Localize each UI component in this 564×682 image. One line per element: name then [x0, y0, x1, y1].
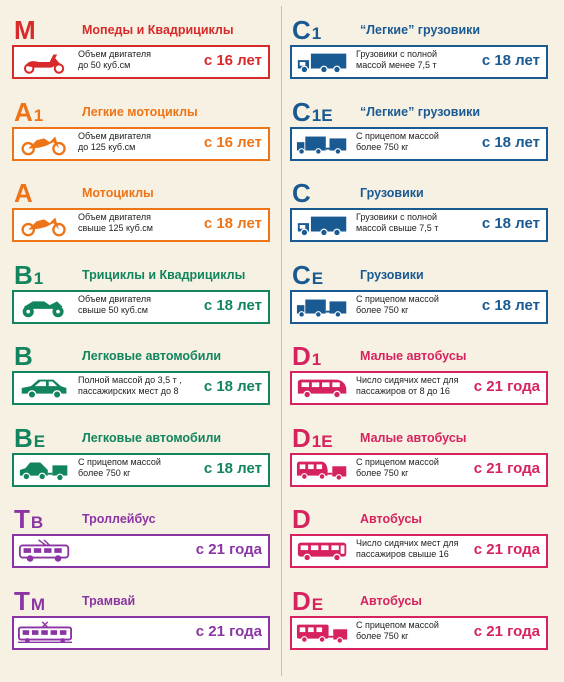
category-description: Объем двигателя свыше 50 куб.см: [78, 293, 151, 315]
min-age: с 21 года: [473, 459, 540, 477]
min-age: с 18 лет: [203, 296, 262, 314]
category-card-c1: [290, 16, 548, 82]
motorcycle-icon: [18, 213, 72, 237]
category-card-c: [290, 179, 548, 245]
bus-trailer-icon: [296, 621, 350, 645]
category-letter: TB: [14, 504, 44, 534]
min-age: с 18 лет: [481, 296, 540, 314]
category-card-c1e: [290, 98, 548, 164]
category-title: Легковые автомобили: [82, 349, 222, 363]
min-age: с 21 года: [473, 541, 540, 558]
category-box: [290, 292, 548, 324]
category-letter: D1E: [292, 422, 333, 453]
category-title: Автобусы: [360, 512, 422, 526]
category-card-b: [12, 342, 270, 408]
category-box: [12, 618, 270, 650]
category-card-tm: [12, 587, 270, 653]
category-description: С прицепом массой более 750 кг: [356, 130, 439, 152]
bus-icon: [296, 539, 350, 563]
quad-bike-icon: [18, 295, 72, 319]
min-age: с 16 лет: [203, 133, 262, 151]
car-trailer-icon: [18, 458, 72, 482]
min-age: с 18 лет: [203, 459, 262, 477]
category-description: С прицепом массой более 750 кг: [356, 293, 439, 315]
car-icon: [18, 376, 72, 400]
category-card-b1: [12, 261, 270, 327]
category-box: [12, 455, 270, 487]
category-card-a1: [12, 98, 270, 164]
category-title: Грузовики: [360, 267, 424, 282]
category-card-de: [290, 587, 548, 653]
category-letter: A1: [14, 96, 44, 127]
category-box: [12, 210, 270, 242]
minibus-trailer-icon: [296, 458, 350, 482]
min-age: с 18 лет: [481, 52, 540, 69]
category-box: [290, 47, 548, 79]
category-title: Малые автобусы: [360, 349, 467, 363]
category-description: Объем двигателя до 50 куб.см: [78, 49, 151, 70]
min-age: с 21 года: [473, 622, 540, 640]
category-description: С прицепом массой более 750 кг: [356, 619, 439, 641]
tram-icon: [18, 621, 72, 645]
min-age: с 21 года: [195, 622, 262, 640]
category-title: Автобусы: [360, 593, 422, 608]
category-box: [290, 373, 548, 405]
category-box: [12, 292, 270, 324]
trolleybus-icon: [18, 539, 72, 563]
category-description: Объем двигателя до 125 куб.см: [78, 130, 151, 152]
category-description: Полной массой до 3,5 т , пассажирских мест до 8: [78, 375, 182, 396]
truck-icon: [296, 50, 350, 74]
category-title: Трициклы и Квадрициклы: [82, 267, 246, 282]
min-age: с 18 лет: [203, 215, 262, 232]
category-title: Легкие мотоциклы: [82, 104, 198, 119]
category-letter: B: [14, 341, 33, 371]
category-letter: C: [292, 178, 311, 208]
category-box: [12, 536, 270, 568]
category-card-a: [12, 179, 270, 245]
category-card-m: [12, 16, 270, 82]
category-letter: DE: [292, 585, 324, 616]
min-age: с 18 лет: [203, 378, 262, 395]
category-letter: C1E: [292, 96, 333, 127]
category-letter: M: [14, 15, 36, 45]
scooter-icon: [18, 50, 72, 74]
category-card-be: [12, 424, 270, 490]
category-description: Грузовики с полной массой свыше 7,5 т: [356, 212, 439, 233]
category-title: Трамвай: [82, 593, 136, 608]
category-title: Малые автобусы: [360, 430, 467, 445]
category-title: Мотоциклы: [82, 186, 154, 200]
category-description: Грузовики с полной массой менее 7,5 т: [356, 49, 438, 70]
category-box: [290, 210, 548, 242]
category-box: [12, 129, 270, 161]
motorcycle-icon: [18, 132, 72, 156]
min-age: с 21 года: [195, 541, 262, 558]
category-box: [12, 373, 270, 405]
category-card-d1: [290, 342, 548, 408]
min-age: с 16 лет: [203, 52, 262, 69]
category-letter: B1: [14, 259, 44, 290]
category-description: С прицепом массой более 750 кг: [78, 456, 161, 478]
category-description: Число сидячих мест для пассажиров свыше 16: [356, 538, 459, 559]
min-age: с 18 лет: [481, 215, 540, 232]
column-divider: [281, 6, 282, 676]
category-title: Троллейбус: [82, 512, 156, 526]
category-description: Число сидячих мест для пассажиров от 8 до 16: [356, 375, 459, 396]
category-box: [290, 455, 548, 487]
category-card-d1e: [290, 424, 548, 490]
category-letter: D: [292, 504, 311, 534]
category-letter: TM: [14, 585, 46, 616]
category-letter: C1: [292, 15, 322, 45]
category-title: Грузовики: [360, 186, 424, 200]
category-box: [290, 536, 548, 568]
category-card-d: [290, 505, 548, 571]
category-box: [290, 618, 548, 650]
category-letter: CE: [292, 259, 324, 290]
truck-trailer-icon: [296, 132, 350, 156]
min-age: с 18 лет: [481, 133, 540, 151]
category-box: [290, 129, 548, 161]
category-card-ce: [290, 261, 548, 327]
category-card-tb: [12, 505, 270, 571]
truck-icon: [296, 213, 350, 237]
category-description: С прицепом массой более 750 кг: [356, 456, 439, 478]
min-age: с 21 года: [473, 378, 540, 395]
truck-trailer-icon: [296, 295, 350, 319]
category-title: Легковые автомобили: [82, 430, 222, 445]
category-box: [12, 47, 270, 79]
category-letter: A: [14, 178, 33, 208]
category-description: Объем двигателя свыше 125 куб.см: [78, 212, 153, 233]
category-title: “Легкие” грузовики: [360, 23, 481, 37]
category-letter: BE: [14, 422, 46, 453]
minibus-icon: [296, 376, 350, 400]
category-title: Мопеды и Квадрициклы: [82, 23, 234, 37]
category-letter: D1: [292, 341, 322, 371]
category-title: “Легкие” грузовики: [360, 104, 481, 119]
